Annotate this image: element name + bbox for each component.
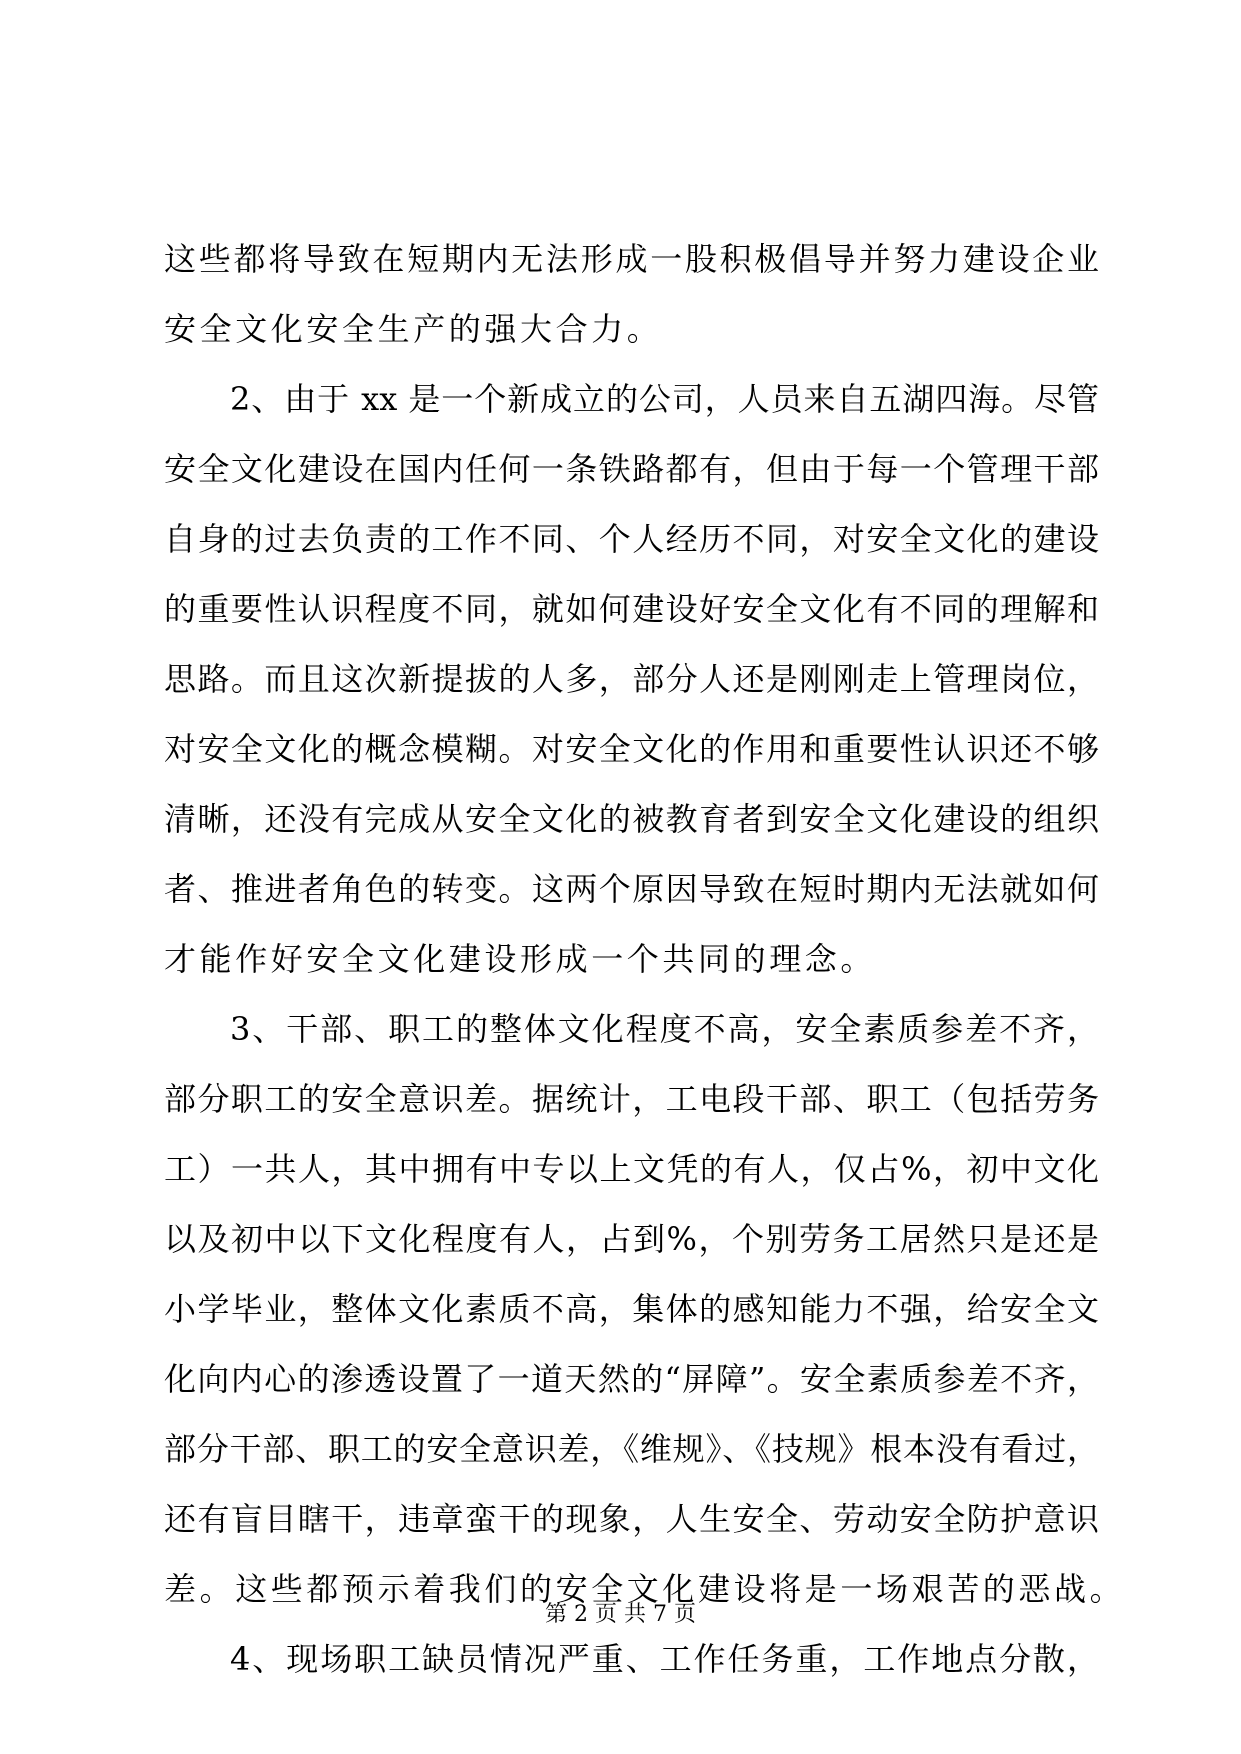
text-line: 自身的过去负责的工作不同、个人经历不同，对安全文化的建设 [164,520,1099,558]
text-line: 差。这些都预示着我们的安全文化建设将是一场艰苦的恶战。 [164,1570,1126,1608]
page-footer: 第 2 页 共 7 页 [545,1602,696,1627]
text-line: 部分职工的安全意识差。据统计，工电段干部、职工（包括劳务 [164,1080,1099,1118]
text-line: 这些都将导致在短期内无法形成一股积极倡导并努力建设企业 [164,240,1099,278]
text-line: 安全文化安全生产的强大合力。 [164,310,663,348]
text-line: 清晰，还没有完成从安全文化的被教育者到安全文化建设的组织 [164,800,1099,838]
text-line: 以及初中以下文化程度有人，占到%，个别劳务工居然只是还是 [164,1220,1099,1258]
text-line: 对安全文化的概念模糊。对安全文化的作用和重要性认识还不够 [164,730,1099,768]
text-line: 部分干部、职工的安全意识差，《维规》、《技规》根本没有看过， [164,1430,1099,1468]
text-line: 者、推进者角色的转变。这两个原因导致在短时期内无法就如何 [164,870,1099,908]
text-line: 2、由于 xx 是一个新成立的公司，人员来自五湖四海。尽管 [230,380,1099,418]
text-line: 的重要性认识程度不同，就如何建设好安全文化有不同的理解和 [164,590,1099,628]
text-line: 才能作好安全文化建设形成一个共同的理念。 [164,940,877,978]
text-line: 安全文化建设在国内任何一条铁路都有，但由于每一个管理干部 [164,450,1099,488]
text-line: 化向内心的渗透设置了一道天然的“屏障”。安全素质参差不齐， [164,1360,1099,1398]
text-line: 思路。而且这次新提拔的人多，部分人还是刚刚走上管理岗位， [164,660,1099,698]
body-text [164,224,1126,1694]
text-line: 4、现场职工缺员情况严重、工作任务重，工作地点分散， [230,1640,1099,1678]
text-line: 还有盲目瞎干，违章蛮干的现象，人生安全、劳动安全防护意识 [164,1500,1099,1538]
text-line: 3、干部、职工的整体文化程度不高，安全素质参差不齐， [230,1010,1099,1048]
text-line: 小学毕业，整体文化素质不高，集体的感知能力不强，给安全文 [164,1290,1099,1328]
text-line: 工）一共人，其中拥有中专以上文凭的有人，仅占%，初中文化 [164,1150,1099,1188]
